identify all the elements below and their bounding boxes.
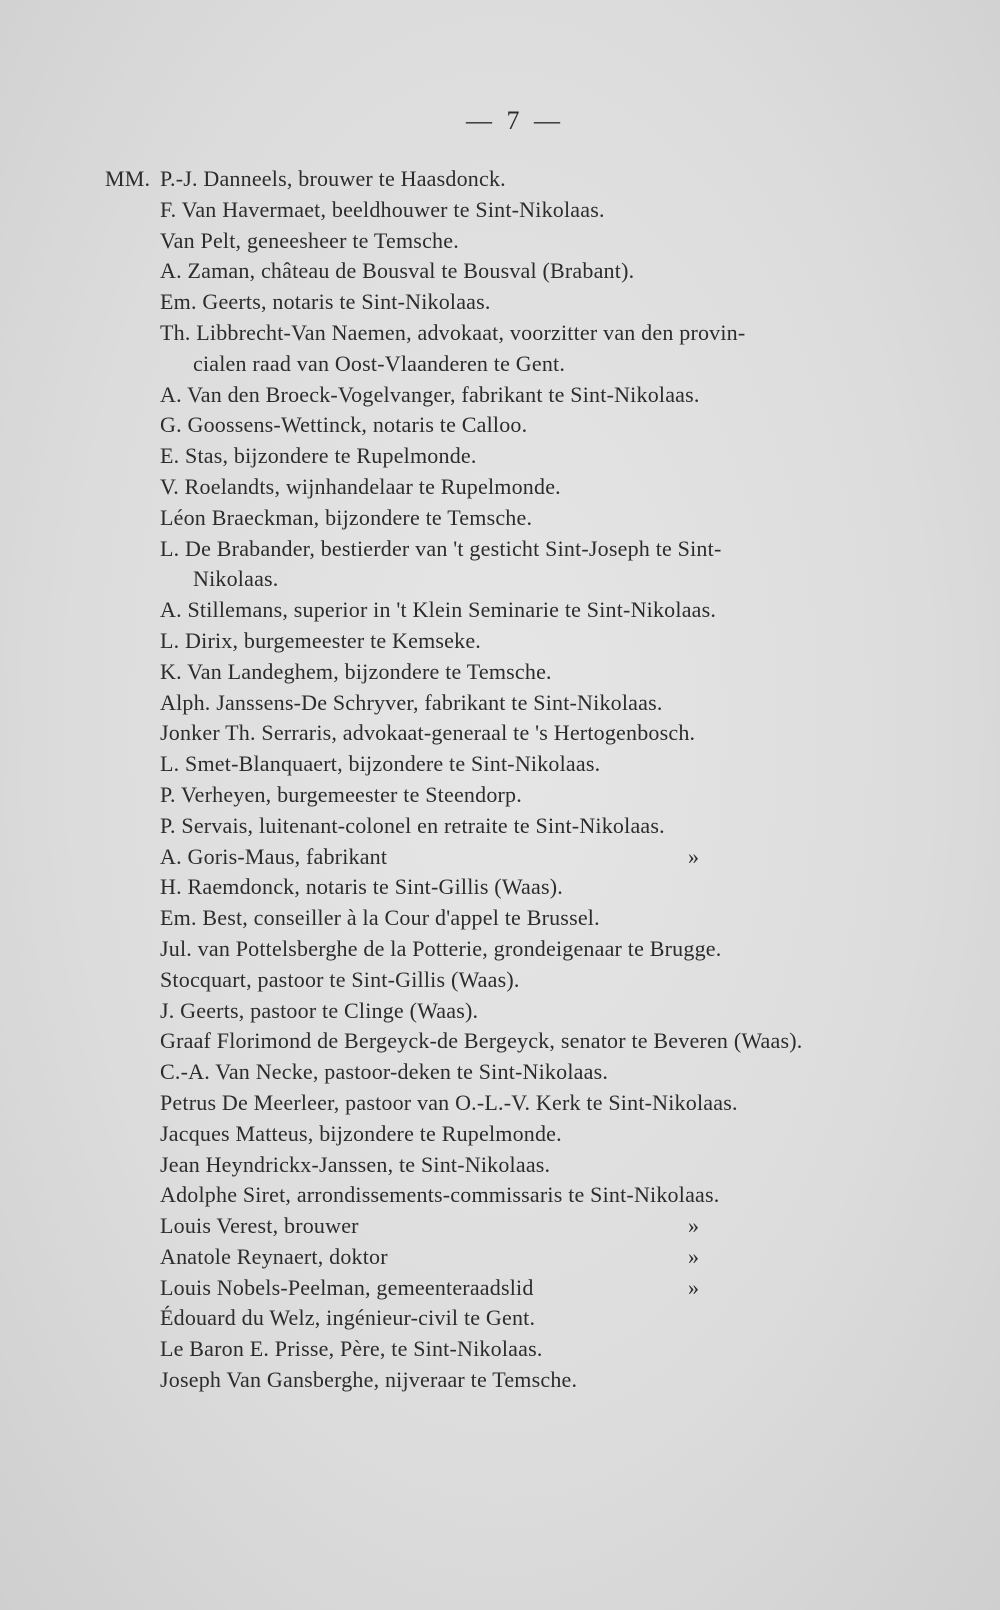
list-prefix: MM. xyxy=(105,166,151,191)
list-item xyxy=(105,410,965,441)
list-item xyxy=(105,164,965,195)
list-item xyxy=(105,534,965,596)
list-item xyxy=(105,657,965,688)
list-item xyxy=(105,842,965,873)
entry-text: Th. Libbrecht-Van Naemen, advokaat, voorzitter van den provin- xyxy=(160,319,746,345)
ditto-mark: » xyxy=(688,1274,700,1300)
list-item xyxy=(105,1088,965,1119)
entry-text: V. Roelandts, wijnhandelaar te Rupelmonde. xyxy=(160,473,561,499)
list-item xyxy=(105,1242,965,1273)
member-list xyxy=(105,164,965,1396)
list-item xyxy=(105,287,965,318)
entry-text: Van Pelt, geneesheer te Temsche. xyxy=(160,227,459,253)
list-item xyxy=(105,749,965,780)
list-item xyxy=(105,472,965,503)
list-item xyxy=(105,1211,965,1242)
list-item xyxy=(105,718,965,749)
entry-text: Édouard du Welz, ingénieur-civil te Gent. xyxy=(160,1305,536,1331)
entry-text: P. Verheyen, burgemeester te Steendorp. xyxy=(160,781,522,807)
entry-text: J. Geerts, pastoor te Clinge (Waas). xyxy=(160,997,479,1023)
entry-text: P. Servais, luitenant-colonel en retraite te Sint-Nikolaas. xyxy=(160,812,665,838)
ditto-mark: » xyxy=(688,1213,700,1239)
page-number: — 7 — xyxy=(466,106,564,135)
list-item xyxy=(105,626,965,657)
list-item xyxy=(105,1303,965,1334)
entry-text: Anatole Reynaert, doktor xyxy=(160,1243,388,1269)
list-item xyxy=(105,1057,965,1088)
list-item xyxy=(105,256,965,287)
list-item xyxy=(105,380,965,411)
entry-text: Louis Nobels-Peelman, gemeenteraadslid xyxy=(160,1274,534,1300)
entry-text: C.-A. Van Necke, pastoor-deken te Sint-Nikolaas. xyxy=(160,1059,609,1085)
list-item xyxy=(105,1026,965,1057)
entry-continuation: Nikolaas. xyxy=(193,566,279,592)
entry-text: Jacques Matteus, bijzondere te Rupelmonde. xyxy=(160,1120,562,1146)
entry-text: Louis Verest, brouwer xyxy=(160,1213,359,1239)
entry-text: G. Goossens-Wettinck, notaris te Calloo. xyxy=(160,412,528,438)
ditto-mark: » xyxy=(688,1243,700,1269)
entry-text: Em. Best, conseiller à la Cour d'appel te Brussel. xyxy=(160,905,600,931)
entry-text: Léon Braeckman, bijzondere te Temsche. xyxy=(160,504,533,530)
entry-text: A. Stillemans, superior in 't Klein Seminarie te Sint-Nikolaas. xyxy=(160,597,717,623)
entry-text: L. De Brabander, bestierder van 't gesticht Sint-Joseph te Sint- xyxy=(160,535,722,561)
list-item xyxy=(105,1365,965,1396)
entry-text: A. Van den Broeck-Vogelvanger, fabrikant te Sint-Nikolaas. xyxy=(160,381,700,407)
ditto-mark: » xyxy=(688,843,700,869)
list-item xyxy=(105,996,965,1027)
list-item xyxy=(105,195,965,226)
entry-continuation: cialen raad van Oost-Vlaanderen te Gent. xyxy=(193,350,566,376)
entry-text: L. Dirix, burgemeester te Kemseke. xyxy=(160,627,482,653)
entry-text: Jean Heyndrickx-Janssen, te Sint-Nikolaas. xyxy=(160,1151,551,1177)
list-item xyxy=(105,441,965,472)
list-item xyxy=(105,903,965,934)
list-item xyxy=(105,780,965,811)
list-item xyxy=(105,503,965,534)
entry-text: K. Van Landeghem, bijzondere te Temsche. xyxy=(160,658,552,684)
entry-text: L. Smet-Blanquaert, bijzondere te Sint-Nikolaas. xyxy=(160,751,601,777)
entry-text: Joseph Van Gansberghe, nijveraar te Temsche. xyxy=(160,1367,578,1393)
list-item xyxy=(105,934,965,965)
entry-text: P.-J. Danneels, brouwer te Haasdonck. xyxy=(160,166,506,191)
list-item xyxy=(105,318,965,380)
list-item xyxy=(105,965,965,996)
entry-text: Jul. van Pottelsberghe de la Potterie, grondeigenaar te Brugge. xyxy=(160,935,722,961)
entry-text: Petrus De Meerleer, pastoor van O.-L.-V. Kerk te Sint-Nikolaas. xyxy=(160,1089,738,1115)
list-item xyxy=(105,1119,965,1150)
entry-text: Em. Geerts, notaris te Sint-Nikolaas. xyxy=(160,289,491,315)
list-item xyxy=(105,1334,965,1365)
list-item xyxy=(105,1180,965,1211)
entry-text: A. Goris-Maus, fabrikant xyxy=(160,843,388,869)
entry-text: Graaf Florimond de Bergeyck-de Bergeyck, senator te Beveren (Waas). xyxy=(160,1028,803,1054)
entry-text: H. Raemdonck, notaris te Sint-Gillis (Waas). xyxy=(160,874,563,900)
entry-text: F. Van Havermaet, beeldhouwer te Sint-Nikolaas. xyxy=(160,196,605,222)
list-item xyxy=(105,595,965,626)
list-item xyxy=(105,688,965,719)
list-item xyxy=(105,872,965,903)
list-item xyxy=(105,1273,965,1304)
entry-text: Adolphe Siret, arrondissements-commissaris te Sint-Nikolaas. xyxy=(160,1182,720,1208)
entry-text: Alph. Janssens-De Schryver, fabrikant te Sint-Nikolaas. xyxy=(160,689,663,715)
entry-text: Jonker Th. Serraris, advokaat-generaal te 's Hertogenbosch. xyxy=(160,720,696,746)
entry-text: E. Stas, bijzondere te Rupelmonde. xyxy=(160,443,477,469)
entry-text: Stocquart, pastoor te Sint-Gillis (Waas). xyxy=(160,966,520,992)
list-item xyxy=(105,811,965,842)
list-item xyxy=(105,226,965,257)
entry-text: A. Zaman, château de Bousval te Bousval (Brabant). xyxy=(160,258,635,284)
list-item xyxy=(105,1150,965,1181)
entry-text: Le Baron E. Prisse, Père, te Sint-Nikolaas. xyxy=(160,1336,543,1362)
